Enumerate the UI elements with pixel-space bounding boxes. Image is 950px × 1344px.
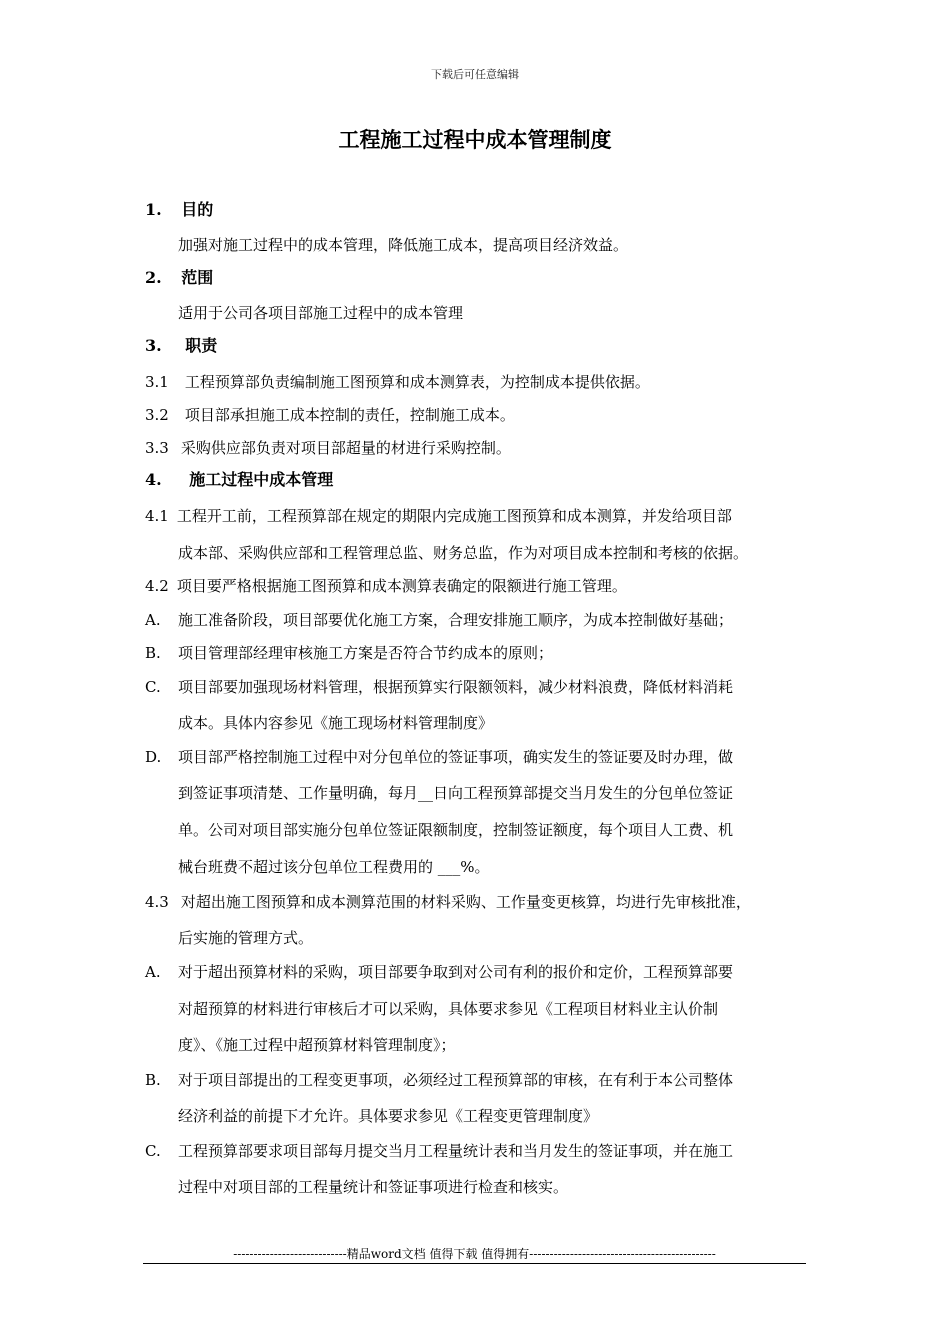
section-title: 目的 <box>181 200 214 219</box>
item-c2-line-1: C. 工程预算部要求项目部每月提交当月工程量统计表和当月发生的签证事项，并在施工 <box>145 1142 734 1160</box>
item-a2-line-1: A. 对于超出预算材料的采购，项目部要争取到对公司有利的报价和定价，工程预算部要 <box>145 963 734 981</box>
paragraph-4-3-line-2: 后实施的管理方式。 <box>178 929 314 947</box>
item-a-line-1: A. 施工准备阶段，项目部要优化施工方案，合理安排施工顺序，为成本控制做好基础； <box>145 611 734 629</box>
section-number: 1. <box>145 200 162 219</box>
paragraph-4-1-line-1: 4.1 工程开工前，工程预算部在规定的期限内完成施工图预算和成本测算，并发给项目部 <box>145 507 732 525</box>
item-d-line-3: 单。公司对项目部实施分包单位签证限额制度，控制签证额度，每个项目人工费、机 <box>178 821 734 839</box>
section-title: 职责 <box>185 336 218 355</box>
document-title: 工程施工过程中成本管理制度 <box>338 127 612 152</box>
section-number: 3. <box>145 336 162 355</box>
item-a2-line-2: 对超预算的材料进行审核后才可以采购，具体要求参见《工程项目材料业主认价制 <box>178 1000 719 1018</box>
footer-rule <box>143 1263 806 1264</box>
section-number: 2. <box>145 268 162 287</box>
item-d-line-2: 到签证事项清楚、工作量明确，每月__日向工程预算部提交当月发生的分包单位签证 <box>178 784 734 802</box>
paragraph-4-1-line-2: 成本部、采购供应部和工程管理总监、财务总监，作为对项目成本控制和考核的依据。 <box>178 544 749 562</box>
list-item-3-3: 3.3 采购供应部负责对项目部超量的材进行采购控制。 <box>145 439 511 457</box>
item-c-line-1: C. 项目部要加强现场材料管理，根据预算实行限额领料，减少材料浪费，降低材料消耗 <box>145 678 734 696</box>
footer-text: ----------------------------精品word文档 值得下载 值得拥有---------------------------------------------- <box>233 1247 716 1261</box>
section-title: 范围 <box>181 268 214 287</box>
item-a2-line-3: 度》、《施工过程中超预算材料管理制度》； <box>178 1036 456 1054</box>
item-d-line-1: D. 项目部严格控制施工过程中对分包单位的签证事项，确实发生的签证要及时办理，做 <box>145 748 734 766</box>
item-c2-line-2: 过程中对项目部的工程量统计和签证事项进行检查和核实。 <box>178 1178 569 1196</box>
section-4-heading <box>145 470 333 490</box>
section-title: 施工过程中成本管理 <box>189 470 334 489</box>
header-note: 下载后可任意编辑 <box>431 68 519 81</box>
item-c-line-2: 成本。具体内容参见《施工现场材料管理制度》 <box>178 714 494 732</box>
section-2-text: 适用于公司各项目部施工过程中的成本管理 <box>178 304 464 322</box>
section-1-text: 加强对施工过程中的成本管理，降低施工成本，提高项目经济效益。 <box>178 236 629 254</box>
item-b-line-1: B. 项目管理部经理审核施工方案是否符合节约成本的原则； <box>145 644 554 662</box>
section-1-heading <box>145 200 213 220</box>
item-d-line-4: 械台班费不超过该分包单位工程费用的 ___%。 <box>178 858 490 876</box>
section-number: 4. <box>145 470 162 489</box>
list-item-3-1: 3.1 工程预算部负责编制施工图预算和成本测算表，为控制成本提供依据。 <box>145 373 650 391</box>
paragraph-4-3-line-1: 4.3 对超出施工图预算和成本测算范围的材料采购、工作量变更核算，均进行先审核批准， <box>145 893 751 911</box>
item-b2-line-1: B. 对于项目部提出的工程变更事项，必须经过工程预算部的审核，在有利于本公司整体 <box>145 1071 734 1089</box>
list-item-3-2: 3.2 项目部承担施工成本控制的责任，控制施工成本。 <box>145 406 515 424</box>
section-2-heading <box>145 268 213 288</box>
section-3-heading <box>145 336 217 356</box>
item-b2-line-2: 经济利益的前提下才允许。具体要求参见《工程变更管理制度》 <box>178 1107 599 1125</box>
paragraph-4-2: 4.2 项目要严格根据施工图预算和成本测算表确定的限额进行施工管理。 <box>145 577 627 595</box>
